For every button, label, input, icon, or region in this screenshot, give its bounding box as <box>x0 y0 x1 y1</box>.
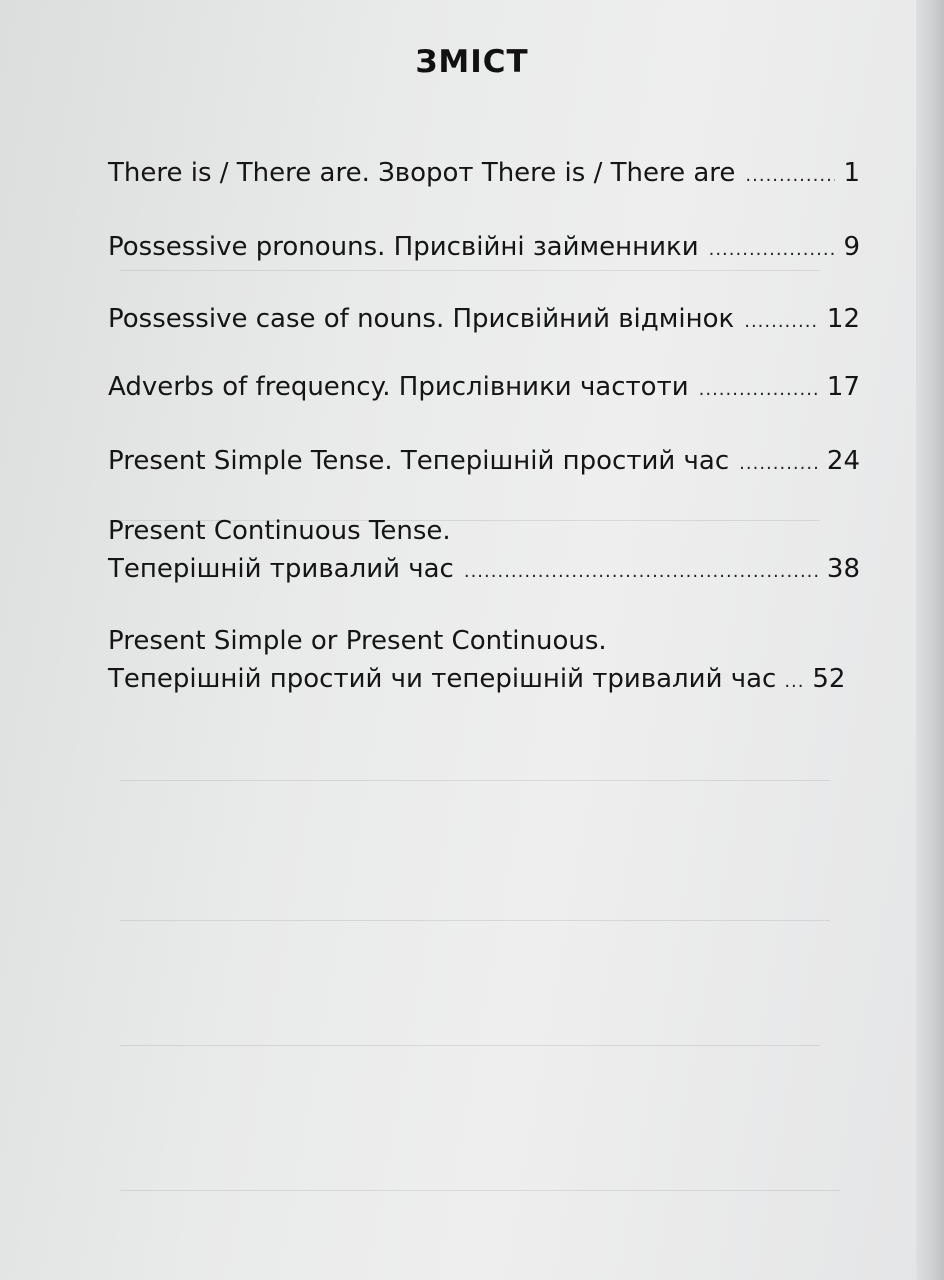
page-title: ЗМІСТ <box>415 44 529 80</box>
toc-entry-there-is[interactable] <box>108 154 860 195</box>
toc-entry-possessive-case[interactable] <box>108 300 860 341</box>
toc-entry-subtitle: Теперішній тривалий час <box>108 554 454 584</box>
toc-page-number: 12 <box>826 304 860 334</box>
toc-entry-title: Possessive pronouns. Присвійні займенники <box>108 232 699 262</box>
dot-leader <box>699 371 819 409</box>
toc-entry-title: Present Simple or Present Continuous. <box>108 626 607 656</box>
toc-page-number: 17 <box>826 372 860 402</box>
toc-entry-simple-or-continuous[interactable] <box>108 622 860 701</box>
dot-leader <box>709 231 836 269</box>
dot-leader <box>744 303 819 341</box>
toc-entry-title: Adverbs of frequency. Прислівники частоти <box>108 372 689 402</box>
toc-entry-title: Present Continuous Tense. <box>108 516 451 546</box>
toc-entry-subtitle: Теперішній простий чи теперішній тривалий час <box>108 664 777 694</box>
dot-leader <box>745 157 835 195</box>
dot-leader <box>739 445 819 483</box>
toc-page-number: 24 <box>826 446 860 476</box>
toc-entry-title: Present Simple Tense. Теперішній простий час <box>108 446 730 476</box>
dot-leader <box>784 663 806 701</box>
toc-page-number: 38 <box>826 554 860 584</box>
toc-entry-present-continuous[interactable] <box>108 512 860 591</box>
toc-entry-adverbs-of-frequency[interactable] <box>108 368 860 409</box>
toc-entry-present-simple[interactable] <box>108 442 860 483</box>
toc-entry-title: There is / There are. Зворот There is / There are <box>108 158 736 188</box>
toc-entry-possessive-pronouns[interactable] <box>108 228 860 269</box>
toc-page-number: 52 <box>812 664 846 694</box>
toc-entry-title: Possessive case of nouns. Присвійний відмінок <box>108 304 735 334</box>
toc-page-number: 9 <box>843 232 860 262</box>
page-edge-shadow <box>916 0 944 1280</box>
dot-leader <box>464 553 819 591</box>
toc-page-number: 1 <box>843 158 860 188</box>
